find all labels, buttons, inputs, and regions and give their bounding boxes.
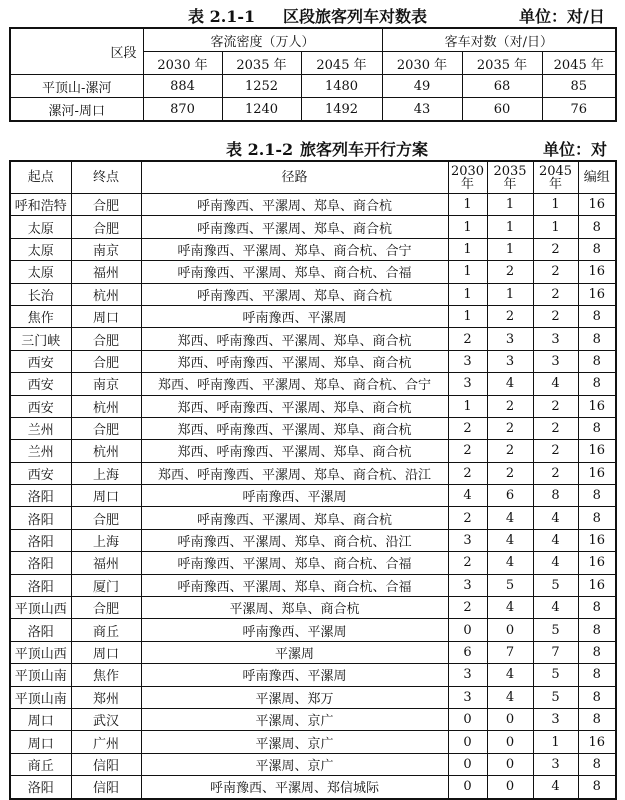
- train-operation-plan-table: [9, 160, 617, 800]
- destination-cell: 信阳: [71, 776, 141, 799]
- destination-cell: 福州: [71, 552, 141, 574]
- table-row: [10, 350, 616, 372]
- formation-cell: 8: [578, 753, 616, 775]
- destination-cell: 杭州: [71, 440, 141, 462]
- route-cell: 呼南豫西、平漯周: [141, 305, 448, 327]
- cell: 1480: [301, 75, 382, 98]
- destination-cell: 厦门: [71, 574, 141, 596]
- table-row: [10, 507, 616, 529]
- route-cell: 呼南豫西、平漯周、郑阜、商合杭: [141, 507, 448, 529]
- formation-cell: 8: [578, 373, 616, 395]
- formation-cell: 16: [578, 194, 616, 216]
- header-year: 2045 年: [542, 52, 616, 75]
- route-cell: 平漯周、郑万: [141, 686, 448, 708]
- pairs-2030-cell: 3: [448, 373, 487, 395]
- header-formation: 编组: [578, 161, 616, 194]
- pairs-2035-cell: 3: [487, 350, 533, 372]
- table-row: [10, 417, 616, 439]
- formation-cell: 8: [578, 776, 616, 799]
- pairs-2030-cell: 1: [448, 194, 487, 216]
- pairs-2030-cell: 0: [448, 708, 487, 730]
- destination-cell: 上海: [71, 529, 141, 551]
- pairs-2035-cell: 4: [487, 552, 533, 574]
- formation-cell: 16: [578, 261, 616, 283]
- pairs-2035-cell: 0: [487, 619, 533, 641]
- destination-cell: 合肥: [71, 216, 141, 238]
- formation-cell: 8: [578, 619, 616, 641]
- pairs-2045-cell: 1: [533, 194, 578, 216]
- pairs-2030-cell: 1: [448, 238, 487, 260]
- pairs-2035-cell: 0: [487, 753, 533, 775]
- pairs-2045-cell: 4: [533, 552, 578, 574]
- origin-cell: 太原: [10, 261, 71, 283]
- pairs-2035-cell: 1: [487, 283, 533, 305]
- pairs-2045-cell: 3: [533, 350, 578, 372]
- pairs-2035-cell: 1: [487, 238, 533, 260]
- destination-cell: 信阳: [71, 753, 141, 775]
- header-section: 区段: [10, 28, 143, 75]
- pairs-2045-cell: 4: [533, 529, 578, 551]
- route-cell: 郑西、呼南豫西、平漯周、郑阜、商合杭、合宁: [141, 373, 448, 395]
- pairs-2030-cell: 0: [448, 753, 487, 775]
- origin-cell: 西安: [10, 462, 71, 484]
- cell: 68: [462, 75, 542, 98]
- pairs-2030-cell: 6: [448, 641, 487, 663]
- destination-cell: 周口: [71, 485, 141, 507]
- pairs-2045-cell: 2: [533, 283, 578, 305]
- pairs-2030-cell: 2: [448, 417, 487, 439]
- pairs-2045-cell: 8: [533, 485, 578, 507]
- cell: 1240: [222, 98, 301, 122]
- table-row: [10, 238, 616, 260]
- pairs-2030-cell: 2: [448, 552, 487, 574]
- destination-cell: 上海: [71, 462, 141, 484]
- origin-cell: 洛阳: [10, 619, 71, 641]
- header-year-2035: 2035 年: [487, 161, 533, 194]
- pairs-2030-cell: 2: [448, 440, 487, 462]
- pairs-2030-cell: 1: [448, 261, 487, 283]
- pairs-2035-cell: 4: [487, 664, 533, 686]
- route-cell: 郑西、呼南豫西、平漯周、郑阜、商合杭: [141, 350, 448, 372]
- route-cell: 平漯周、京广: [141, 731, 448, 753]
- destination-cell: 焦作: [71, 664, 141, 686]
- table1-caption-number: 表 2.1-1: [188, 7, 256, 26]
- pairs-2035-cell: 4: [487, 597, 533, 619]
- origin-cell: 长治: [10, 283, 71, 305]
- origin-cell: 周口: [10, 731, 71, 753]
- formation-cell: 8: [578, 641, 616, 663]
- table-row: [10, 552, 616, 574]
- formation-cell: 8: [578, 664, 616, 686]
- pairs-2045-cell: 2: [533, 417, 578, 439]
- pairs-2030-cell: 3: [448, 664, 487, 686]
- formation-cell: 16: [578, 440, 616, 462]
- route-cell: 郑西、呼南豫西、平漯周、郑阜、商合杭、沿江: [141, 462, 448, 484]
- table-row: [10, 395, 616, 417]
- pairs-2030-cell: 2: [448, 328, 487, 350]
- section-train-pairs-table: [9, 27, 617, 122]
- pairs-2035-cell: 0: [487, 708, 533, 730]
- destination-cell: 杭州: [71, 283, 141, 305]
- header-destination: 终点: [71, 161, 141, 194]
- origin-cell: 呼和浩特: [10, 194, 71, 216]
- pairs-2045-cell: 5: [533, 664, 578, 686]
- pairs-2045-cell: 2: [533, 238, 578, 260]
- origin-cell: 太原: [10, 238, 71, 260]
- table2-unit: 单位：对: [543, 140, 608, 159]
- route-cell: 呼南豫西、平漯周: [141, 619, 448, 641]
- table1-caption-title: 区段旅客列车对数表: [283, 7, 428, 26]
- formation-cell: 8: [578, 686, 616, 708]
- destination-cell: 合肥: [71, 194, 141, 216]
- pairs-2045-cell: 1: [533, 731, 578, 753]
- cell: 43: [382, 98, 462, 122]
- formation-cell: 8: [578, 507, 616, 529]
- table1-unit: 单位：对/日: [519, 7, 605, 26]
- pairs-2045-cell: 3: [533, 753, 578, 775]
- header-year-2045: 2045 年: [533, 161, 578, 194]
- header-year: 2035 年: [462, 52, 542, 75]
- section-name: 漯河-周口: [10, 98, 143, 122]
- cell: 1492: [301, 98, 382, 122]
- cell: 1252: [222, 75, 301, 98]
- route-cell: 郑西、呼南豫西、平漯周、郑阜、商合杭: [141, 328, 448, 350]
- table-row: [10, 574, 616, 596]
- route-cell: 平漯周、郑阜、商合杭: [141, 597, 448, 619]
- route-cell: 呼南豫西、平漯周、郑阜、商合杭、合福: [141, 261, 448, 283]
- pairs-2045-cell: 2: [533, 395, 578, 417]
- pairs-2035-cell: 4: [487, 686, 533, 708]
- destination-cell: 合肥: [71, 417, 141, 439]
- table-row: [10, 283, 616, 305]
- header-year-2030: 2030 年: [448, 161, 487, 194]
- destination-cell: 合肥: [71, 350, 141, 372]
- route-cell: 呼南豫西、平漯周、郑阜、商合杭、合福: [141, 574, 448, 596]
- pairs-2030-cell: 1: [448, 305, 487, 327]
- pairs-2030-cell: 2: [448, 462, 487, 484]
- route-cell: 郑西、呼南豫西、平漯周、郑阜、商合杭: [141, 440, 448, 462]
- pairs-2035-cell: 1: [487, 194, 533, 216]
- table2-caption-number: 表 2.1-2: [226, 140, 294, 159]
- route-cell: 呼南豫西、平漯周、郑信城际: [141, 776, 448, 799]
- route-cell: 平漯周、京广: [141, 708, 448, 730]
- header-year: 2030 年: [143, 52, 222, 75]
- pairs-2045-cell: 4: [533, 373, 578, 395]
- formation-cell: 16: [578, 731, 616, 753]
- pairs-2035-cell: 4: [487, 507, 533, 529]
- route-cell: 呼南豫西、平漯周、郑阜、商合杭、合宁: [141, 238, 448, 260]
- pairs-2045-cell: 2: [533, 261, 578, 283]
- header-passenger-density: 客流密度（万人）: [143, 28, 382, 52]
- formation-cell: 16: [578, 462, 616, 484]
- route-cell: 呼南豫西、平漯周、郑阜、商合杭: [141, 194, 448, 216]
- route-cell: 郑西、呼南豫西、平漯周、郑阜、商合杭: [141, 395, 448, 417]
- route-cell: 呼南豫西、平漯周、郑阜、商合杭、合福: [141, 552, 448, 574]
- formation-cell: 8: [578, 305, 616, 327]
- origin-cell: 西安: [10, 350, 71, 372]
- pairs-2035-cell: 2: [487, 305, 533, 327]
- origin-cell: 洛阳: [10, 529, 71, 551]
- pairs-2035-cell: 2: [487, 417, 533, 439]
- pairs-2045-cell: 3: [533, 708, 578, 730]
- origin-cell: 商丘: [10, 753, 71, 775]
- destination-cell: 杭州: [71, 395, 141, 417]
- origin-cell: 洛阳: [10, 485, 71, 507]
- route-cell: 呼南豫西、平漯周: [141, 664, 448, 686]
- pairs-2035-cell: 2: [487, 261, 533, 283]
- formation-cell: 8: [578, 417, 616, 439]
- table-row: [10, 529, 616, 551]
- route-cell: 郑西、呼南豫西、平漯周、郑阜、商合杭: [141, 417, 448, 439]
- pairs-2035-cell: 4: [487, 529, 533, 551]
- destination-cell: 广州: [71, 731, 141, 753]
- table-row: [10, 485, 616, 507]
- origin-cell: 周口: [10, 708, 71, 730]
- origin-cell: 平顶山南: [10, 664, 71, 686]
- route-cell: 呼南豫西、平漯周: [141, 485, 448, 507]
- origin-cell: 洛阳: [10, 574, 71, 596]
- table-row: [10, 619, 616, 641]
- header-year: 2030 年: [382, 52, 462, 75]
- pairs-2045-cell: 3: [533, 328, 578, 350]
- pairs-2045-cell: 4: [533, 507, 578, 529]
- cell: 60: [462, 98, 542, 122]
- cell: 85: [542, 75, 616, 98]
- route-cell: 呼南豫西、平漯周、郑阜、商合杭、沿江: [141, 529, 448, 551]
- header-origin: 起点: [10, 161, 71, 194]
- formation-cell: 8: [578, 328, 616, 350]
- header-year: 2035 年: [222, 52, 301, 75]
- origin-cell: 兰州: [10, 440, 71, 462]
- table-row: [10, 75, 616, 98]
- cell: 49: [382, 75, 462, 98]
- pairs-2030-cell: 2: [448, 597, 487, 619]
- table-row: [10, 305, 616, 327]
- origin-cell: 平顶山西: [10, 597, 71, 619]
- origin-cell: 平顶山西: [10, 641, 71, 663]
- table-row: [10, 664, 616, 686]
- pairs-2030-cell: 2: [448, 507, 487, 529]
- origin-cell: 洛阳: [10, 552, 71, 574]
- origin-cell: 西安: [10, 373, 71, 395]
- table-row: [10, 597, 616, 619]
- pairs-2030-cell: 3: [448, 529, 487, 551]
- pairs-2045-cell: 2: [533, 440, 578, 462]
- header-year: 2045 年: [301, 52, 382, 75]
- table-row: [10, 98, 616, 122]
- pairs-2045-cell: 7: [533, 641, 578, 663]
- formation-cell: 16: [578, 529, 616, 551]
- formation-cell: 8: [578, 485, 616, 507]
- pairs-2030-cell: 0: [448, 731, 487, 753]
- pairs-2045-cell: 1: [533, 216, 578, 238]
- pairs-2030-cell: 1: [448, 283, 487, 305]
- formation-cell: 16: [578, 552, 616, 574]
- origin-cell: 洛阳: [10, 507, 71, 529]
- pairs-2030-cell: 3: [448, 574, 487, 596]
- table-row: [10, 731, 616, 753]
- cell: 76: [542, 98, 616, 122]
- pairs-2045-cell: 2: [533, 305, 578, 327]
- origin-cell: 西安: [10, 395, 71, 417]
- table-row: [10, 373, 616, 395]
- pairs-2035-cell: 2: [487, 395, 533, 417]
- table2-caption-title: 旅客列车开行方案: [300, 140, 429, 159]
- cell: 870: [143, 98, 222, 122]
- section-name: 平顶山-漯河: [10, 75, 143, 98]
- table-row: [10, 686, 616, 708]
- pairs-2045-cell: 4: [533, 776, 578, 799]
- destination-cell: 南京: [71, 373, 141, 395]
- pairs-2045-cell: 5: [533, 574, 578, 596]
- header-route: 径路: [141, 161, 448, 194]
- destination-cell: 福州: [71, 261, 141, 283]
- pairs-2030-cell: 3: [448, 686, 487, 708]
- origin-cell: 太原: [10, 216, 71, 238]
- destination-cell: 武汉: [71, 708, 141, 730]
- header-train-pairs: 客车对数（对/日）: [382, 28, 616, 52]
- destination-cell: 合肥: [71, 597, 141, 619]
- pairs-2045-cell: 5: [533, 686, 578, 708]
- pairs-2035-cell: 7: [487, 641, 533, 663]
- formation-cell: 16: [578, 395, 616, 417]
- route-cell: 呼南豫西、平漯周、郑阜、商合杭: [141, 283, 448, 305]
- origin-cell: 焦作: [10, 305, 71, 327]
- destination-cell: 周口: [71, 305, 141, 327]
- origin-cell: 三门峡: [10, 328, 71, 350]
- pairs-2045-cell: 4: [533, 597, 578, 619]
- destination-cell: 合肥: [71, 328, 141, 350]
- pairs-2030-cell: 1: [448, 216, 487, 238]
- pairs-2035-cell: 5: [487, 574, 533, 596]
- pairs-2035-cell: 4: [487, 373, 533, 395]
- destination-cell: 周口: [71, 641, 141, 663]
- pairs-2035-cell: 3: [487, 328, 533, 350]
- formation-cell: 16: [578, 283, 616, 305]
- table-row: [10, 194, 616, 216]
- origin-cell: 兰州: [10, 417, 71, 439]
- formation-cell: 8: [578, 350, 616, 372]
- table-row: [10, 261, 616, 283]
- table-row: [10, 440, 616, 462]
- route-cell: 平漯周: [141, 641, 448, 663]
- destination-cell: 郑州: [71, 686, 141, 708]
- pairs-2035-cell: 2: [487, 462, 533, 484]
- route-cell: 平漯周、京广: [141, 753, 448, 775]
- table-row: [10, 641, 616, 663]
- table-row: [10, 753, 616, 775]
- pairs-2030-cell: 3: [448, 350, 487, 372]
- pairs-2030-cell: 0: [448, 619, 487, 641]
- formation-cell: 16: [578, 574, 616, 596]
- pairs-2030-cell: 4: [448, 485, 487, 507]
- table-row: [10, 216, 616, 238]
- cell: 884: [143, 75, 222, 98]
- formation-cell: 8: [578, 238, 616, 260]
- pairs-2045-cell: 5: [533, 619, 578, 641]
- origin-cell: 平顶山南: [10, 686, 71, 708]
- formation-cell: 8: [578, 708, 616, 730]
- pairs-2035-cell: 0: [487, 776, 533, 799]
- destination-cell: 合肥: [71, 507, 141, 529]
- pairs-2030-cell: 0: [448, 776, 487, 799]
- table-row: [10, 462, 616, 484]
- formation-cell: 8: [578, 216, 616, 238]
- table-row: [10, 776, 616, 799]
- pairs-2035-cell: 2: [487, 440, 533, 462]
- table-row: [10, 328, 616, 350]
- pairs-2035-cell: 1: [487, 216, 533, 238]
- destination-cell: 南京: [71, 238, 141, 260]
- route-cell: 呼南豫西、平漯周、郑阜、商合杭: [141, 216, 448, 238]
- pairs-2030-cell: 1: [448, 395, 487, 417]
- destination-cell: 商丘: [71, 619, 141, 641]
- pairs-2035-cell: 6: [487, 485, 533, 507]
- table-row: [10, 708, 616, 730]
- pairs-2045-cell: 2: [533, 462, 578, 484]
- origin-cell: 洛阳: [10, 776, 71, 799]
- pairs-2035-cell: 0: [487, 731, 533, 753]
- formation-cell: 8: [578, 597, 616, 619]
